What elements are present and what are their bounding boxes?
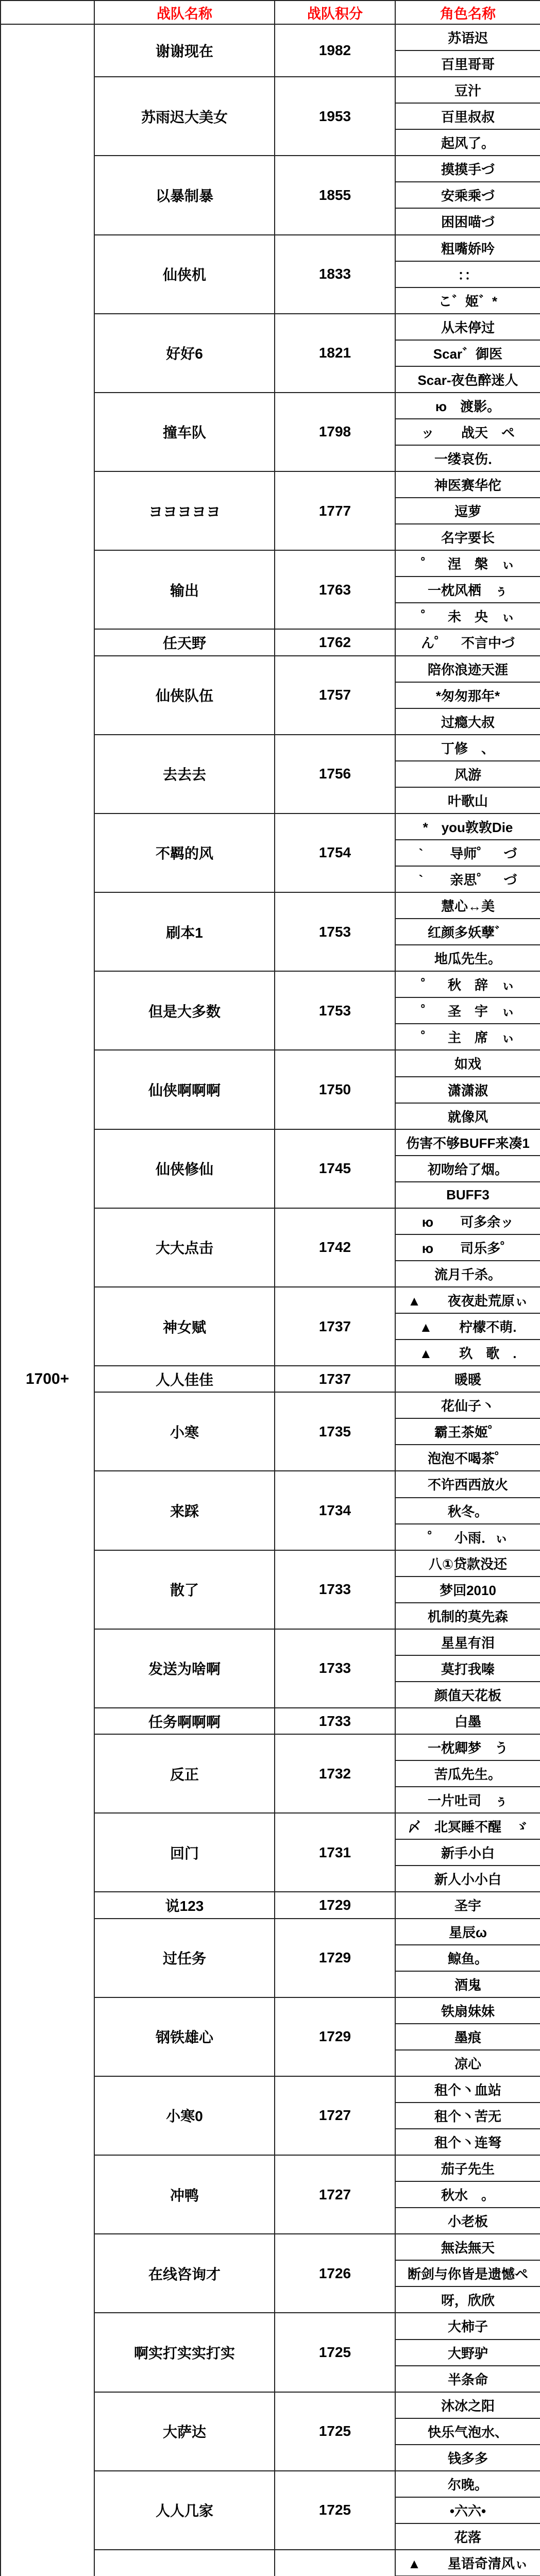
character-name: 机制的莫先森 xyxy=(395,1603,540,1629)
team-name: ヨヨヨヨヨ xyxy=(94,471,275,550)
team-name: 散了 xyxy=(94,1550,275,1629)
team-score: 1821 xyxy=(275,314,395,393)
tier-label: 1700+ xyxy=(1,24,94,2576)
character-name: 苦瓜先生。 xyxy=(395,1760,540,1787)
character-name: 梦回2010 xyxy=(395,1577,540,1603)
character-name: 豆汁 xyxy=(395,77,540,103)
character-name: ：： xyxy=(395,261,540,287)
character-name: 鲸鱼。 xyxy=(395,1945,540,1971)
character-name: 丁修 、 xyxy=(395,735,540,761)
team-score: 1757 xyxy=(275,656,395,735)
character-name: BUFF3 xyxy=(395,1182,540,1208)
header-team-score: 战队积分 xyxy=(275,1,395,24)
team-score: 1753 xyxy=(275,892,395,971)
team-name: 啊实打实实打实 xyxy=(94,2313,275,2392)
team-name: 小寒0 xyxy=(94,2076,275,2155)
character-name: 大柿子 xyxy=(395,2313,540,2339)
character-name: 白墨 xyxy=(395,1708,540,1734)
team-name: 苏雨迟大美女 xyxy=(94,77,275,156)
team-name: 好好6 xyxy=(94,314,275,393)
character-name: 就像风 xyxy=(395,1103,540,1129)
character-name: ゜ 小雨．ぃ xyxy=(395,1524,540,1550)
team-name xyxy=(94,2550,275,2576)
character-name: 断剑与你皆是遗憾ペ xyxy=(395,2260,540,2286)
character-name: 〆 北冥睡不醒 ゞ xyxy=(395,1813,540,1839)
character-name: 新手小白 xyxy=(395,1839,540,1866)
character-name: 安乘乘づ xyxy=(395,182,540,208)
character-name: ▲ 星语奇清风ぃ xyxy=(395,2550,540,2576)
character-name: 苏语迟 xyxy=(395,24,540,50)
character-name: ` 导师゜ づ xyxy=(395,840,540,866)
team-name: 反正 xyxy=(94,1734,275,1813)
team-name: 仙侠修仙 xyxy=(94,1129,275,1208)
character-name: 秋冬。 xyxy=(395,1498,540,1524)
character-name: 小老板 xyxy=(395,2208,540,2234)
team-name: 过任务 xyxy=(94,1919,275,1997)
character-name: 一缕哀伤． xyxy=(395,445,540,471)
character-name: 秋水 。 xyxy=(395,2181,540,2208)
character-name: 从未停过 xyxy=(395,314,540,340)
character-name: 神医赛华佗 xyxy=(395,471,540,498)
character-name: 八①贷款没还 xyxy=(395,1550,540,1577)
header-tier xyxy=(1,1,94,24)
team-score: 1855 xyxy=(275,156,395,234)
character-name: ю 渡影。 xyxy=(395,393,540,419)
character-name: ゜ 秋 辞 ぃ xyxy=(395,971,540,997)
character-name: ю 可多余ッ xyxy=(395,1208,540,1234)
character-name: ▲ 夜夜赴荒原ぃ xyxy=(395,1287,540,1313)
team-score: 1833 xyxy=(275,235,395,314)
team-score: 1737 xyxy=(275,1287,395,1366)
team-name: 任务啊啊啊 xyxy=(94,1708,275,1734)
team-name: 仙侠机 xyxy=(94,235,275,314)
character-name: 圣宇 xyxy=(395,1892,540,1918)
character-name: 粗嘴娇吟 xyxy=(395,235,540,261)
character-name: ` 亲思゜ づ xyxy=(395,866,540,892)
team-name: 人人几家 xyxy=(94,2471,275,2550)
character-name: 霸王茶姬゜ xyxy=(395,1418,540,1445)
character-name: 一枕风栖 ぅ xyxy=(395,577,540,603)
team-score: 1753 xyxy=(275,971,395,1050)
character-name: 伤害不够BUFF来凑1 xyxy=(395,1129,540,1156)
team-score: 1798 xyxy=(275,393,395,471)
character-name: 租个丶连弩 xyxy=(395,2129,540,2155)
character-name: 一枕卿梦 う xyxy=(395,1734,540,1760)
character-name: Scar゛御医 xyxy=(395,340,540,366)
team-score: 1729 xyxy=(275,1997,395,2076)
character-name: 不许西西放火 xyxy=(395,1471,540,1497)
character-name: 花仙子丶 xyxy=(395,1392,540,1418)
team-name: 刷本1 xyxy=(94,892,275,971)
team-name: 谢谢现在 xyxy=(94,24,275,77)
team-name: 不羁的风 xyxy=(94,814,275,892)
team-score: 1727 xyxy=(275,2155,395,2234)
team-name: 但是大多数 xyxy=(94,971,275,1050)
character-name: ッ 战天 ペ xyxy=(395,419,540,445)
character-name: 半条命 xyxy=(395,2366,540,2392)
team-score: 1733 xyxy=(275,1708,395,1734)
team-score: 1742 xyxy=(275,1208,395,1287)
character-name: 百里哥哥 xyxy=(395,50,540,77)
team-score: 1733 xyxy=(275,1629,395,1708)
team-name: 撞车队 xyxy=(94,393,275,471)
character-name: 红颜多妖孽゛ xyxy=(395,919,540,945)
team-name: 来踩 xyxy=(94,1471,275,1550)
team-score: 1754 xyxy=(275,814,395,892)
team-score: 1733 xyxy=(275,1550,395,1629)
character-name: 铁扇妹妹 xyxy=(395,1997,540,2024)
character-name: 流月千杀。 xyxy=(395,1261,540,1287)
team-score: 1762 xyxy=(275,629,395,655)
character-name: 大野驴 xyxy=(395,2340,540,2366)
team-score: 1734 xyxy=(275,1471,395,1550)
team-score: 1729 xyxy=(275,1919,395,1997)
character-name: 墨痕 xyxy=(395,2024,540,2050)
character-name: 尔晚。 xyxy=(395,2471,540,2497)
character-name: 风游 xyxy=(395,761,540,787)
team-name: 以暴制暴 xyxy=(94,156,275,234)
character-name: ゜ 涅 槃 ぃ xyxy=(395,550,540,577)
character-name: 星星有泪 xyxy=(395,1629,540,1655)
team-score: 1735 xyxy=(275,1392,395,1471)
character-name: 摸摸手づ xyxy=(395,156,540,182)
character-name: こ゛姬゛* xyxy=(395,287,540,314)
character-name: 陪你浪迹天涯 xyxy=(395,656,540,682)
character-name: 呀，欣欣 xyxy=(395,2286,540,2313)
character-name: ゜ 未 央 ぃ xyxy=(395,603,540,629)
character-name: 起风了。 xyxy=(395,129,540,156)
character-name: ゜ 圣 宇 ぃ xyxy=(395,997,540,1024)
team-score: 1737 xyxy=(275,1366,395,1392)
character-name: *匆匆那年* xyxy=(395,682,540,708)
character-name: 星辰ω xyxy=(395,1919,540,1945)
team-name: 神女赋 xyxy=(94,1287,275,1366)
team-name: 人人佳佳 xyxy=(94,1366,275,1392)
character-name: 快乐气泡水、 xyxy=(395,2418,540,2445)
team-score: 1732 xyxy=(275,1734,395,1813)
character-name: 凉心 xyxy=(395,2050,540,2076)
character-name: * you敦敦Die xyxy=(395,814,540,840)
character-name: 租个丶苦无 xyxy=(395,2103,540,2129)
character-name: 莫打我嗪 xyxy=(395,1655,540,1682)
team-name: 小寒 xyxy=(94,1392,275,1471)
table-row xyxy=(1,24,540,50)
character-name: 茄子先生 xyxy=(395,2155,540,2181)
team-score: 1756 xyxy=(275,735,395,814)
team-score: 1727 xyxy=(275,2076,395,2155)
team-score: 1731 xyxy=(275,1813,395,1892)
team-name: 仙侠啊啊啊 xyxy=(94,1050,275,1129)
character-name: 花落 xyxy=(395,2523,540,2550)
team-name: 任天野 xyxy=(94,629,275,655)
team-name: 发送为啥啊 xyxy=(94,1629,275,1708)
team-score: 1982 xyxy=(275,24,395,77)
character-name: 困困喵づ xyxy=(395,208,540,234)
character-name: 逗萝 xyxy=(395,498,540,524)
character-name: ▲ 柠檬不萌. xyxy=(395,1313,540,1340)
character-name: 颜值天花板 xyxy=(395,1682,540,1708)
character-name: ゜ 主 席 ぃ xyxy=(395,1024,540,1050)
team-score: 1953 xyxy=(275,77,395,156)
character-name: 如戏 xyxy=(395,1050,540,1076)
team-name: 仙侠队伍 xyxy=(94,656,275,735)
team-score: 1777 xyxy=(275,471,395,550)
header-character-name: 角色名称 xyxy=(395,1,540,24)
character-name: 地瓜先生。 xyxy=(395,945,540,971)
character-name: Scar-夜色醉迷人 xyxy=(395,366,540,393)
character-name: 租个丶血站 xyxy=(395,2076,540,2103)
team-name: 大萨达 xyxy=(94,2392,275,2471)
team-score: 1729 xyxy=(275,1892,395,1918)
character-name: 慧心↔美 xyxy=(395,892,540,919)
team-name: 回门 xyxy=(94,1813,275,1892)
character-name: ю 司乐多゜ xyxy=(395,1234,540,1261)
character-name: 初吻给了烟。 xyxy=(395,1156,540,1182)
team-name: 大大点击 xyxy=(94,1208,275,1287)
character-name: 沐冰之阳 xyxy=(395,2392,540,2418)
character-name: 泡泡不喝茶゜ xyxy=(395,1445,540,1471)
character-name: 过瘾大叔 xyxy=(395,708,540,735)
team-name: 钢铁雄心 xyxy=(94,1997,275,2076)
character-name: 潇潇淑 xyxy=(395,1077,540,1103)
team-name: 去去去 xyxy=(94,735,275,814)
character-name: 名字要长 xyxy=(395,524,540,550)
header-team-name: 战队名称 xyxy=(94,1,275,24)
character-name: •六六• xyxy=(395,2497,540,2523)
team-score: 1745 xyxy=(275,1129,395,1208)
character-name: ん゜ 不言中づ xyxy=(395,629,540,655)
team-score xyxy=(275,2550,395,2576)
character-name: 百里叔叔 xyxy=(395,103,540,129)
team-name: 冲鸭 xyxy=(94,2155,275,2234)
character-name: 酒鬼 xyxy=(395,1971,540,1997)
team-score: 1763 xyxy=(275,550,395,629)
team-score: 1725 xyxy=(275,2313,395,2392)
team-name: 说123 xyxy=(94,1892,275,1918)
team-name: 在线咨询才 xyxy=(94,2234,275,2313)
team-name: 输出 xyxy=(94,550,275,629)
team-score: 1750 xyxy=(275,1050,395,1129)
character-name: 钱多多 xyxy=(395,2445,540,2471)
character-name: 新人小小白 xyxy=(395,1866,540,1892)
header-row xyxy=(1,1,540,24)
character-name: 無法無天 xyxy=(395,2234,540,2260)
team-score: 1725 xyxy=(275,2471,395,2550)
character-name: 暖暖 xyxy=(395,1366,540,1392)
character-name: 一片吐司 ぅ xyxy=(395,1787,540,1813)
team-score: 1726 xyxy=(275,2234,395,2313)
character-name: 叶歌山 xyxy=(395,787,540,814)
character-name: ▲ 玖 歌 . xyxy=(395,1340,540,1366)
team-score: 1725 xyxy=(275,2392,395,2471)
